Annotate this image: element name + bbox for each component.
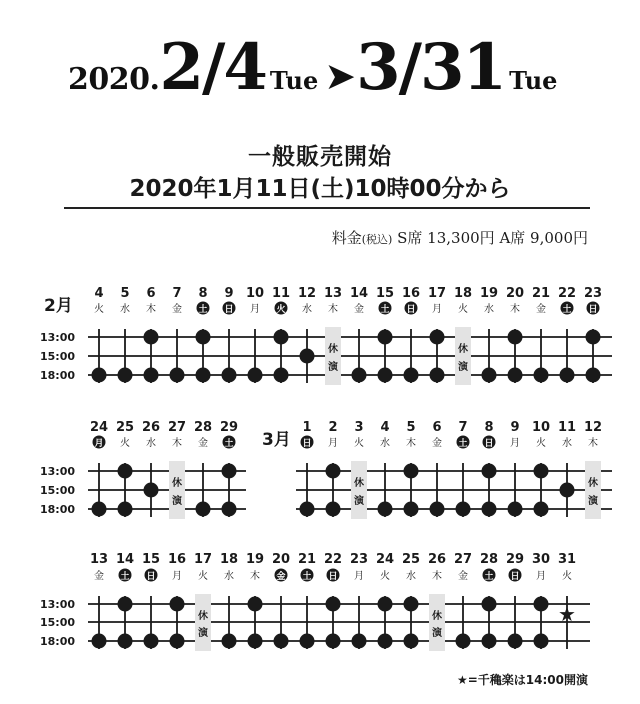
- rest-box: [351, 461, 367, 519]
- performance-dot: [482, 368, 497, 383]
- day-number: 24: [375, 552, 395, 567]
- performance-dot: [326, 502, 341, 517]
- performance-dot: [118, 502, 133, 517]
- day-number: 1: [302, 420, 312, 435]
- performance-dot: [586, 368, 601, 383]
- rest-label: 演: [198, 628, 208, 639]
- day-of-week: 土: [380, 305, 390, 315]
- day-number: 2: [328, 420, 338, 435]
- day-of-week: 木: [432, 571, 442, 582]
- s-seat-price: S席 13,300円: [397, 229, 495, 247]
- time-label: 18:00: [40, 635, 76, 648]
- day-of-week: 木: [588, 438, 598, 449]
- day-of-week: 木: [328, 304, 338, 315]
- day-number: 22: [557, 286, 577, 301]
- rest-box: [195, 594, 211, 651]
- day-number: 16: [401, 286, 421, 301]
- day-number: 10: [245, 286, 265, 301]
- day-number: 24: [89, 420, 109, 435]
- day-of-week: 水: [146, 438, 156, 449]
- day-number: 9: [224, 286, 234, 301]
- performance-dot: [352, 368, 367, 383]
- day-number: 19: [245, 552, 265, 567]
- day-of-week: 日: [588, 305, 598, 315]
- day-of-week: 金: [198, 438, 208, 449]
- rest-label: 演: [354, 496, 364, 507]
- day-number: 10: [531, 420, 551, 435]
- day-of-week: 土: [302, 572, 312, 582]
- day-of-week: 土: [562, 305, 572, 315]
- day-number: 9: [510, 420, 520, 435]
- day-of-week: 月: [510, 438, 520, 449]
- day-number: 11: [557, 420, 577, 435]
- performance-dot: [430, 368, 445, 383]
- day-number: 3: [354, 420, 364, 435]
- price-line: [332, 227, 588, 248]
- day-number: 7: [172, 286, 182, 301]
- day-number: 6: [432, 420, 442, 435]
- day-of-week: 火: [562, 571, 572, 582]
- day-number: 29: [219, 420, 239, 435]
- day-number: 14: [349, 286, 369, 301]
- performance-dot: [326, 597, 341, 612]
- day-of-week: 金: [432, 438, 442, 449]
- day-of-week: 木: [172, 438, 182, 449]
- performance-dot: [404, 502, 419, 517]
- day-number: 27: [167, 420, 187, 435]
- day-of-week: 土: [224, 439, 234, 449]
- performance-dot: [378, 597, 393, 612]
- end-dow: Tue: [509, 66, 558, 95]
- day-number: 28: [479, 552, 499, 567]
- performance-dot: [482, 597, 497, 612]
- performance-dot: [482, 634, 497, 649]
- day-of-week: 火: [120, 438, 130, 449]
- day-of-week: 金: [354, 304, 364, 315]
- day-of-week: 日: [328, 572, 338, 582]
- performance-dot: [222, 502, 237, 517]
- rest-label: 休: [354, 478, 364, 489]
- start-date: 2/4: [159, 30, 266, 105]
- performance-dot: [222, 464, 237, 479]
- day-of-week: 月: [354, 571, 364, 582]
- day-of-week: 水: [484, 304, 494, 315]
- performance-dot: [144, 483, 159, 498]
- month-label: 2月: [44, 296, 73, 316]
- day-of-week: 火: [198, 571, 208, 582]
- day-of-week: 土: [484, 572, 494, 582]
- day-of-week: 月: [432, 304, 442, 315]
- a-seat-price: A席 9,000円: [499, 229, 588, 247]
- day-of-week: 日: [484, 439, 494, 449]
- performance-dot: [118, 634, 133, 649]
- performance-dot: [92, 634, 107, 649]
- rest-label: 休: [198, 611, 208, 622]
- day-of-week: 金: [276, 572, 286, 582]
- day-number: 4: [380, 420, 390, 435]
- performance-dot: [274, 330, 289, 345]
- rest-label: 休: [328, 344, 338, 355]
- performance-dot: [404, 634, 419, 649]
- performance-dot: [482, 502, 497, 517]
- performance-dot: [560, 368, 575, 383]
- rest-box: [429, 594, 445, 651]
- day-of-week: 火: [536, 438, 546, 449]
- performance-dot: [352, 634, 367, 649]
- day-of-week: 土: [198, 305, 208, 315]
- performance-dot: [222, 634, 237, 649]
- arrow-icon: ➤: [324, 54, 357, 98]
- time-label: 15:00: [40, 350, 76, 363]
- performance-dot: [300, 349, 315, 364]
- day-number: 28: [193, 420, 213, 435]
- day-number: 7: [458, 420, 468, 435]
- performance-dot: [456, 502, 471, 517]
- rest-label: 演: [458, 362, 468, 373]
- day-of-week: 日: [302, 439, 312, 449]
- day-of-week: 土: [458, 439, 468, 449]
- sale-heading: 一般販売開始: [248, 144, 392, 170]
- performance-dot: [586, 330, 601, 345]
- performance-dot: [508, 368, 523, 383]
- day-number: 25: [115, 420, 135, 435]
- performance-dot: [534, 464, 549, 479]
- rest-label: 演: [432, 628, 442, 639]
- sale-date: 2020年1月11日(土)10時00分から: [129, 176, 511, 202]
- performance-dot: [378, 502, 393, 517]
- day-number: 14: [115, 552, 135, 567]
- day-of-week: 月: [172, 571, 182, 582]
- performance-dot: [248, 634, 263, 649]
- day-number: 27: [453, 552, 473, 567]
- performance-dot: [534, 597, 549, 612]
- performance-dot: [326, 634, 341, 649]
- time-label: 15:00: [40, 484, 76, 497]
- day-of-week: 月: [328, 438, 338, 449]
- month-label: 3月: [262, 430, 291, 450]
- day-number: 4: [94, 286, 104, 301]
- performance-dot: [534, 368, 549, 383]
- day-number: 21: [297, 552, 317, 567]
- time-label: 13:00: [40, 598, 76, 611]
- day-of-week: 月: [94, 439, 104, 449]
- performance-calendar: [0, 260, 640, 670]
- day-of-week: 火: [458, 304, 468, 315]
- rest-label: 休: [588, 478, 598, 489]
- performance-dot: [248, 597, 263, 612]
- time-label: 13:00: [40, 465, 76, 478]
- day-number: 20: [271, 552, 291, 567]
- day-of-week: 月: [250, 304, 260, 315]
- rest-box: [325, 327, 341, 385]
- performance-dot: [118, 597, 133, 612]
- performance-dot: [248, 368, 263, 383]
- day-number: 30: [531, 552, 551, 567]
- day-of-week: 日: [146, 572, 156, 582]
- performance-dot: [92, 368, 107, 383]
- end-date: 3/31: [356, 30, 506, 105]
- day-number: 15: [375, 286, 395, 301]
- day-number: 8: [484, 420, 494, 435]
- rest-label: 休: [172, 478, 182, 489]
- performance-dot: [378, 330, 393, 345]
- performance-dot: [300, 634, 315, 649]
- header: [0, 0, 640, 120]
- day-number: 12: [297, 286, 317, 301]
- day-number: 29: [505, 552, 525, 567]
- performance-dot: [482, 464, 497, 479]
- day-number: 23: [349, 552, 369, 567]
- performance-dot: [508, 634, 523, 649]
- day-of-week: 日: [406, 305, 416, 315]
- day-number: 8: [198, 286, 208, 301]
- day-of-week: 火: [380, 571, 390, 582]
- performance-dot: [118, 368, 133, 383]
- day-number: 31: [557, 552, 577, 567]
- day-of-week: 金: [94, 571, 104, 582]
- day-number: 11: [271, 286, 291, 301]
- performance-dot: [508, 502, 523, 517]
- performance-dot: [378, 368, 393, 383]
- day-number: 6: [146, 286, 156, 301]
- day-number: 16: [167, 552, 187, 567]
- day-number: 22: [323, 552, 343, 567]
- performance-dot: [196, 502, 211, 517]
- day-number: 15: [141, 552, 161, 567]
- day-number: 13: [89, 552, 109, 567]
- price-label: 料金: [331, 229, 362, 247]
- day-number: 5: [120, 286, 130, 301]
- performance-dot: [274, 368, 289, 383]
- day-of-week: 金: [458, 571, 468, 582]
- performance-dot: [404, 464, 419, 479]
- performance-dot: [534, 502, 549, 517]
- performance-dot: [144, 330, 159, 345]
- performance-dot: [274, 634, 289, 649]
- day-of-week: 水: [302, 304, 312, 315]
- day-of-week: 水: [120, 304, 130, 315]
- performance-dot: [378, 634, 393, 649]
- time-label: 18:00: [40, 503, 76, 516]
- performance-dot: [170, 597, 185, 612]
- day-of-week: 日: [510, 572, 520, 582]
- day-number: 21: [531, 286, 551, 301]
- performance-dot: [326, 464, 341, 479]
- day-number: 19: [479, 286, 499, 301]
- performance-dot: [560, 483, 575, 498]
- day-of-week: 木: [406, 438, 416, 449]
- start-dow: Tue: [269, 66, 319, 95]
- day-number: 13: [323, 286, 343, 301]
- performance-dot: [196, 368, 211, 383]
- star-icon: ★: [558, 602, 576, 626]
- performance-dot: [456, 634, 471, 649]
- day-of-week: 木: [510, 304, 520, 315]
- day-number: 20: [505, 286, 525, 301]
- run-dates: [68, 30, 563, 105]
- performance-dot: [300, 502, 315, 517]
- day-number: 12: [583, 420, 603, 435]
- performance-dot: [430, 502, 445, 517]
- time-label: 18:00: [40, 369, 76, 382]
- rest-label: 演: [328, 362, 338, 373]
- day-number: 18: [219, 552, 239, 567]
- performance-dot: [404, 597, 419, 612]
- time-label: 13:00: [40, 331, 76, 344]
- day-of-week: 日: [224, 305, 234, 315]
- performance-dot: [222, 368, 237, 383]
- day-of-week: 水: [224, 571, 234, 582]
- tax-note: (税込): [361, 233, 393, 246]
- rest-box: [455, 327, 471, 385]
- day-of-week: 土: [120, 572, 130, 582]
- day-of-week: 木: [250, 571, 260, 582]
- performance-dot: [118, 464, 133, 479]
- day-of-week: 木: [146, 304, 156, 315]
- day-number: 17: [193, 552, 213, 567]
- day-number: 26: [427, 552, 447, 567]
- day-number: 5: [406, 420, 416, 435]
- performance-dot: [170, 634, 185, 649]
- performance-dot: [170, 368, 185, 383]
- time-label: 15:00: [40, 616, 76, 629]
- footnote: ★=千穐楽は14:00開演: [456, 673, 588, 687]
- performance-dot: [196, 330, 211, 345]
- day-of-week: 月: [536, 571, 546, 582]
- day-of-week: 火: [354, 438, 364, 449]
- day-of-week: 火: [276, 305, 286, 315]
- performance-dot: [404, 368, 419, 383]
- rest-label: 休: [432, 611, 442, 622]
- rest-box: [585, 461, 601, 519]
- rest-label: 演: [172, 496, 182, 507]
- day-of-week: 水: [406, 571, 416, 582]
- day-of-week: 火: [94, 304, 104, 315]
- day-number: 23: [583, 286, 603, 301]
- performance-dot: [144, 634, 159, 649]
- day-of-week: 金: [172, 304, 182, 315]
- divider: [64, 207, 590, 209]
- day-of-week: 水: [562, 438, 572, 449]
- performance-dot: [534, 634, 549, 649]
- performance-dot: [508, 330, 523, 345]
- year: 2020.: [68, 62, 160, 97]
- day-of-week: 水: [380, 438, 390, 449]
- day-number: 25: [401, 552, 421, 567]
- performance-dot: [92, 502, 107, 517]
- rest-label: 休: [458, 344, 468, 355]
- day-number: 18: [453, 286, 473, 301]
- rest-label: 演: [588, 496, 598, 507]
- day-number: 17: [427, 286, 447, 301]
- day-number: 26: [141, 420, 161, 435]
- day-of-week: 金: [536, 304, 546, 315]
- performance-dot: [144, 368, 159, 383]
- rest-box: [169, 461, 185, 519]
- performance-dot: [430, 330, 445, 345]
